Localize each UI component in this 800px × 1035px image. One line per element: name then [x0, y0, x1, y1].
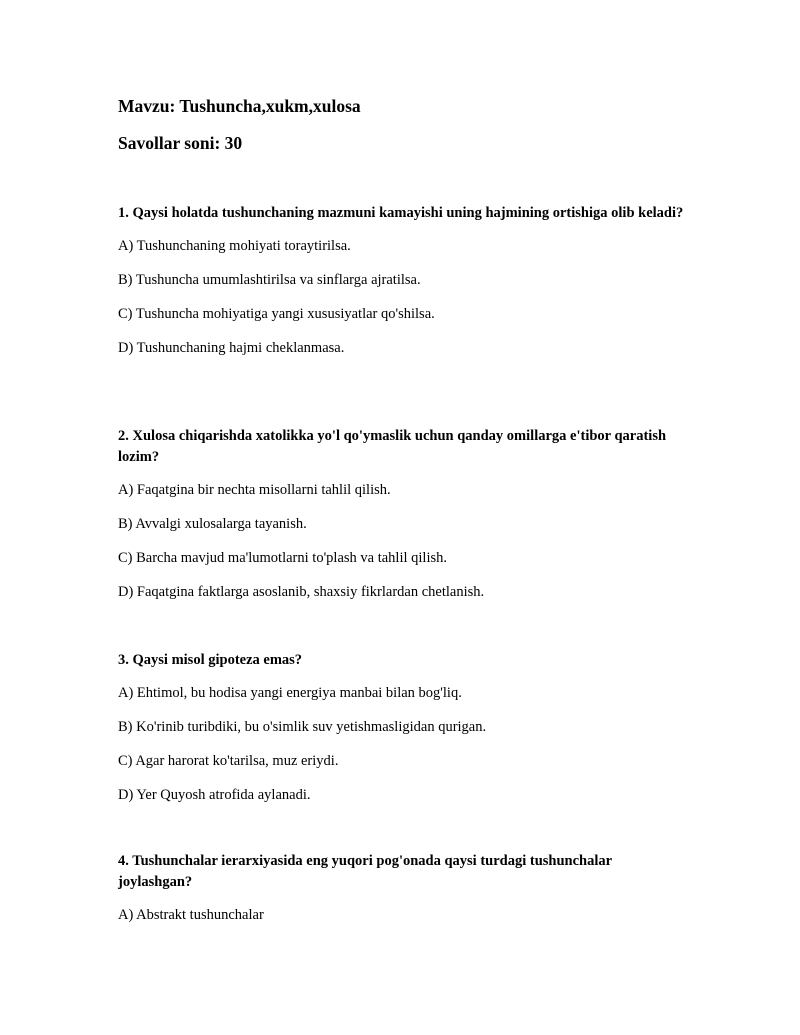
- answer-option-b: B) Tushuncha umumlashtirilsa va sinflarga ajratilsa.: [118, 272, 421, 288]
- answer-option-d: D) Faqatgina faktlarga asoslanib, shaxsiy fikrlardan chetlanish.: [118, 584, 485, 600]
- answer-option-d: D) Tushunchaning hajmi cheklanmasa.: [118, 340, 345, 356]
- answer-option-a: A) Tushunchaning mohiyati toraytirilsa.: [118, 238, 351, 254]
- document-topic: Mavzu: Tushuncha,xukm,xulosa: [118, 96, 361, 116]
- answer-options: [118, 480, 688, 603]
- answer-options: [118, 683, 688, 806]
- question-text: 1. Qaysi holatda tushunchaning mazmuni kamayishi uning hajmining ortishiga olib keladi?: [118, 205, 684, 221]
- answer-option-c: C) Barcha mavjud ma'lumotlarni to'plash va tahlil qilish.: [118, 550, 447, 566]
- question-block: [118, 203, 688, 372]
- answer-option-a: A) Ehtimol, bu hodisa yangi energiya manbai bilan bog'liq.: [118, 685, 462, 701]
- question-block: [118, 851, 688, 939]
- answer-option-b: B) Ko'rinib turibdiki, bu o'simlik suv yetishmasligidan qurigan.: [118, 719, 487, 735]
- answer-option-a: A) Abstrakt tushunchalar: [118, 907, 264, 923]
- answer-option-a: A) Faqatgina bir nechta misollarni tahlil qilish.: [118, 482, 391, 498]
- answer-option-b: B) Avvalgi xulosalarga tayanish.: [118, 516, 307, 532]
- answer-options: [118, 236, 688, 359]
- question-block: [118, 426, 688, 616]
- answer-options: [118, 905, 688, 926]
- answer-option-d: D) Yer Quyosh atrofida aylanadi.: [118, 787, 311, 803]
- question-text: 2. Xulosa chiqarishda xatolikka yo'l qo'ymaslik uchun qanday omillarga e'tibor qaratish lozim?: [118, 428, 667, 465]
- answer-option-c: C) Agar harorat ko'tarilsa, muz eriydi.: [118, 753, 339, 769]
- question-text: 3. Qaysi misol gipoteza emas?: [118, 652, 303, 668]
- question-block: [118, 650, 688, 819]
- question-text: 4. Tushunchalar ierarxiyasida eng yuqori pog'onada qaysi turdagi tushunchalar joylashgan?: [118, 853, 612, 890]
- answer-option-c: C) Tushuncha mohiyatiga yangi xususiyatlar qo'shilsa.: [118, 306, 435, 322]
- question-count: Savollar soni: 30: [118, 133, 243, 153]
